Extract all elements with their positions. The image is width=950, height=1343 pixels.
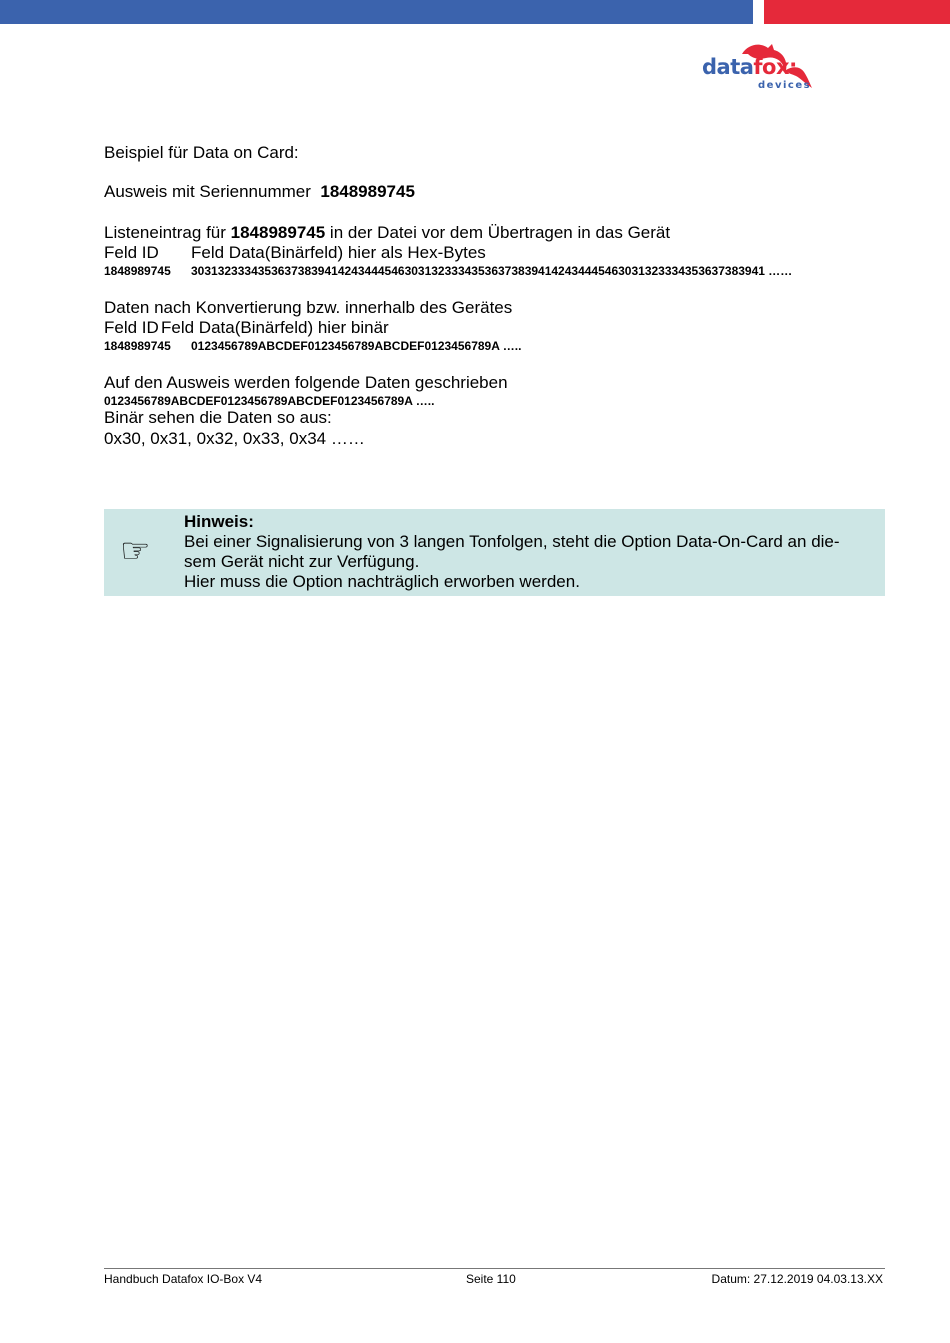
serial-line: Ausweis mit Seriennummer 1848989745 — [104, 182, 415, 201]
binary-values: 0x30, 0x31, 0x32, 0x33, 0x34 …… — [104, 429, 365, 448]
footer-manual-title: Handbuch Datafox IO-Box V4 — [104, 1272, 263, 1286]
card-data: 0123456789ABCDEF0123456789ABCDEF0123456789A ….. — [104, 394, 435, 408]
example-heading: Beispiel für Data on Card: — [104, 143, 299, 162]
field-header-hex: Feld ID Feld Data(Binärfeld) hier als Hex-Bytes — [104, 243, 486, 262]
bin-row: 1848989745 0123456789ABCDEF0123456789ABCDEF0123456789A ….. — [104, 339, 522, 353]
binary-heading: Binär sehen die Daten so aus: — [104, 408, 332, 427]
logo-wordmark: datafox: — [702, 55, 797, 79]
header-bar-blue — [0, 0, 753, 24]
footer-date: Datum: 27.12.2019 04.03.13.XX — [711, 1272, 883, 1286]
datafox-logo — [700, 40, 820, 96]
footer-divider — [104, 1268, 885, 1269]
hex-row: 1848989745 30313233343536373839414243444546303132333435363738394142434445463031323334353637383941 …… — [104, 264, 793, 278]
logo-subtitle: devices — [758, 80, 812, 91]
header-bar-red — [764, 0, 950, 24]
footer-page-number: Seite 110 — [466, 1272, 516, 1286]
list-entry-line: Listeneintrag für 1848989745 in der Datei vor dem Übertragen in das Gerät — [104, 223, 671, 242]
card-heading: Auf den Ausweis werden folgende Daten geschrieben — [104, 373, 508, 392]
note-box — [104, 509, 885, 596]
converted-heading: Daten nach Konvertierung bzw. innerhalb des Gerätes — [104, 298, 513, 317]
pointing-hand-icon: ☞ — [120, 531, 151, 571]
note-text: Bei einer Signalisierung von 3 langen Tonfolgen, steht die Option Data-On-Card an die- sem Gerät nicht zur Verfügung. Hier muss die Option nachträglich erworben werden. — [184, 532, 840, 591]
note-title: Hinweis: — [184, 512, 254, 531]
field-header-bin: Feld ID Feld Data(Binärfeld) hier binär — [104, 318, 389, 337]
